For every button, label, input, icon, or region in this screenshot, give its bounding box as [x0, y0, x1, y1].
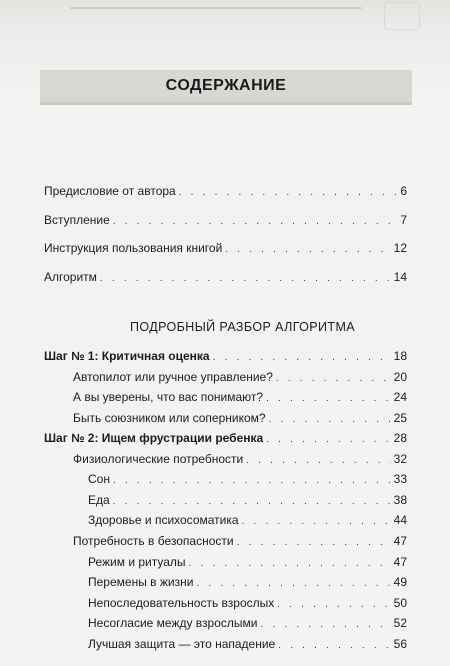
dot-leader: [276, 372, 391, 386]
toc-entry-page-number: 47: [393, 533, 407, 548]
toc-entry-label: Предисловие от автора: [44, 184, 176, 198]
toc-entry: [88, 596, 407, 612]
dot-leader: [225, 243, 390, 257]
toc-entry: [88, 575, 407, 591]
dot-leader: [213, 351, 391, 365]
toc-entry: [73, 452, 407, 468]
toc-entry: [88, 616, 407, 632]
toc-entry-label: Режим и ритуалы: [88, 554, 186, 569]
toc-entry-label: Алгоритм: [44, 269, 97, 284]
bleed-through-header: ━━━━━━━━━━━━━━━━━━━━━━━━━━━━━━━━━━━━━━━━━━━━: [70, 3, 362, 15]
toc-entry-page-number: 50: [393, 595, 407, 610]
toc-entry-label: А вы уверены, что вас понимают?: [73, 390, 264, 405]
toc-entry-page-number: 20: [393, 369, 407, 384]
toc-entry-page-number: 14: [393, 269, 407, 284]
toc-entry-page-number: 49: [393, 575, 407, 590]
toc-entry: [73, 534, 407, 550]
toc-entry-page-number: 28: [393, 431, 407, 446]
toc-entry-label: Потребность в безопасности: [73, 533, 234, 548]
toc-entry: [44, 184, 407, 200]
toc-entry: [44, 270, 407, 286]
toc-entry: [73, 370, 407, 386]
toc-entry-label: Сон: [88, 472, 110, 487]
toc-entry: [44, 431, 407, 447]
toc-entry: [88, 493, 407, 509]
toc-entry-page-number: 47: [393, 554, 407, 569]
dot-leader: [266, 392, 391, 406]
toc-entry: [88, 513, 407, 529]
toc-entry: [73, 411, 407, 427]
dot-leader: [113, 215, 398, 229]
toc-entry-page-number: 7: [400, 212, 407, 227]
toc-entry-label: Лучшая защита — это нападение: [88, 636, 276, 651]
toc-entry-label: Вступление: [44, 212, 110, 227]
dot-leader: [113, 474, 391, 488]
dot-leader: [246, 454, 390, 468]
dot-leader: [242, 515, 391, 529]
toc-entry: [73, 390, 407, 406]
toc-entry-label: Здоровье и психосоматика: [88, 513, 239, 528]
dot-leader: [266, 433, 390, 447]
section-heading: ПОДРОБНЫЙ РАЗБОР АЛГОРИТМА: [130, 320, 355, 334]
toc-entry-page-number: 24: [393, 390, 407, 405]
toc-entry-page-number: 12: [393, 241, 407, 256]
dot-leader: [237, 536, 391, 550]
toc-entry-page-number: 56: [393, 636, 407, 651]
toc-title: СОДЕРЖАНИЕ: [165, 77, 287, 94]
toc-entry-label: Непоследовательность взрослых: [88, 595, 275, 610]
dot-leader: [179, 186, 398, 200]
toc-entry-label: Несогласие между взрослыми: [88, 616, 258, 631]
toc-entry-page-number: 32: [393, 451, 407, 466]
toc-entry: [88, 637, 407, 653]
toc-entry-label: Еда: [88, 492, 110, 507]
dot-leader: [278, 639, 390, 653]
toc-entry: [88, 472, 407, 488]
toc-entry: [44, 213, 407, 229]
dot-leader: [269, 413, 391, 427]
toc-entry-page-number: 6: [400, 184, 407, 198]
dot-leader: [189, 557, 391, 571]
toc-entry-label: Перемены в жизни: [88, 575, 194, 590]
dot-leader: [100, 272, 391, 286]
toc-entry: [88, 555, 407, 571]
toc-entry-page-number: 38: [393, 492, 407, 507]
dot-leader: [260, 618, 390, 632]
toc-entry: [44, 349, 407, 365]
toc-entry-page-number: 44: [393, 513, 407, 528]
toc-entry-label: Инструкция пользования книгой: [44, 241, 223, 256]
toc-entry-page-number: 25: [393, 410, 407, 425]
toc-entry-label: Физиологические потребности: [73, 451, 244, 466]
toc-entry-label: Шаг № 1: Критичная оценка: [44, 349, 210, 363]
toc-entry-page-number: 33: [393, 472, 407, 487]
dot-leader: [277, 598, 390, 612]
toc-entry-label: Автопилот или ручное управление?: [73, 369, 273, 384]
toc-entry-label: Шаг № 2: Ищем фрустрации ребенка: [44, 431, 264, 446]
toc-entry-label: Быть союзником или соперником?: [73, 410, 266, 425]
toc-entry: [44, 241, 407, 257]
toc-entry-page-number: 52: [393, 616, 407, 631]
dot-leader: [113, 495, 391, 509]
toc-entry-page-number: 18: [393, 349, 407, 363]
dot-leader: [196, 577, 390, 591]
